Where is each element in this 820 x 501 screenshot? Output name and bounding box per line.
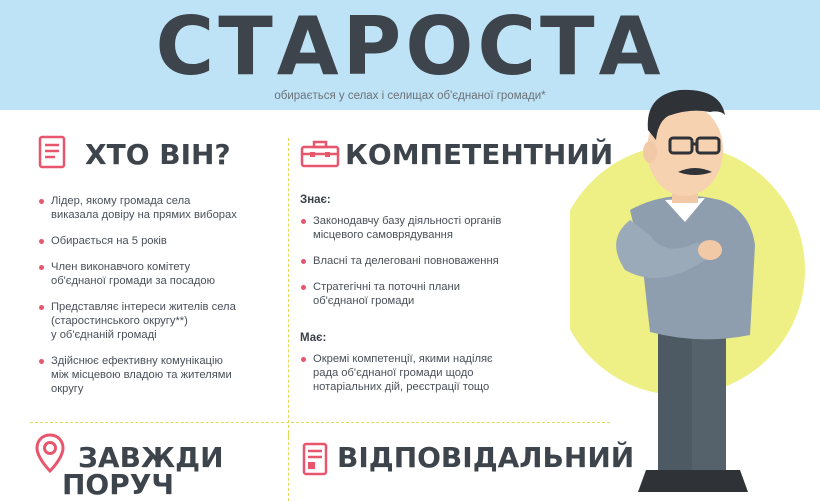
knows-list (300, 214, 560, 320)
horizontal-divider (30, 422, 610, 423)
has-label: Має: (300, 332, 327, 344)
who-list (38, 194, 288, 408)
knows-label: Знає: (300, 194, 331, 206)
vertical-divider-lower (288, 432, 289, 501)
list-item: Обирається на 5 років (38, 234, 288, 248)
page-subtitle: обирається у селах і селищах об'єднаної громади* (274, 90, 546, 102)
document-list-icon (38, 135, 68, 169)
list-item: Законодавчу базу діяльності органів місцевого самоврядування (300, 214, 560, 242)
vertical-divider (288, 138, 289, 438)
village-head-illustration (570, 70, 820, 501)
has-list (300, 352, 560, 406)
briefcase-icon (300, 140, 340, 168)
list-item: Здійснює ефективну комунікацію між місцевою владою та жителями округу (38, 354, 288, 396)
list-item: Лідер, якому громада села виказала довіру на прямих виборах (38, 194, 288, 222)
list-item: Окремі компетенції, якими наділяє рада об'єднаної громади щодо нотаріальних дій, реєстрації тощо (300, 352, 560, 394)
list-item: Власні та делеговані повноваження (300, 254, 560, 268)
section-title-always-line2: ПОРУЧ (62, 468, 174, 501)
section-title-always-line1: ЗАВЖДИ (78, 441, 224, 474)
section-title-who: ХТО ВІН? (85, 138, 231, 171)
section-title-responsible: ВІДПОВІДАЛЬНИЙ (337, 441, 635, 474)
list-item: Член виконавчого комітету об'єднаної громади за посадою (38, 260, 288, 288)
page-title: СТАРОСТА (155, 0, 665, 93)
section-title-competent: КОМПЕТЕНТНИЙ (345, 138, 614, 171)
list-item: Стратегічні та поточні плани об'єднаної громади (300, 280, 560, 308)
list-item: Представляє інтереси жителів села (старостинського округу**) у об'єднаній громаді (38, 300, 288, 342)
certificate-icon (302, 442, 328, 476)
